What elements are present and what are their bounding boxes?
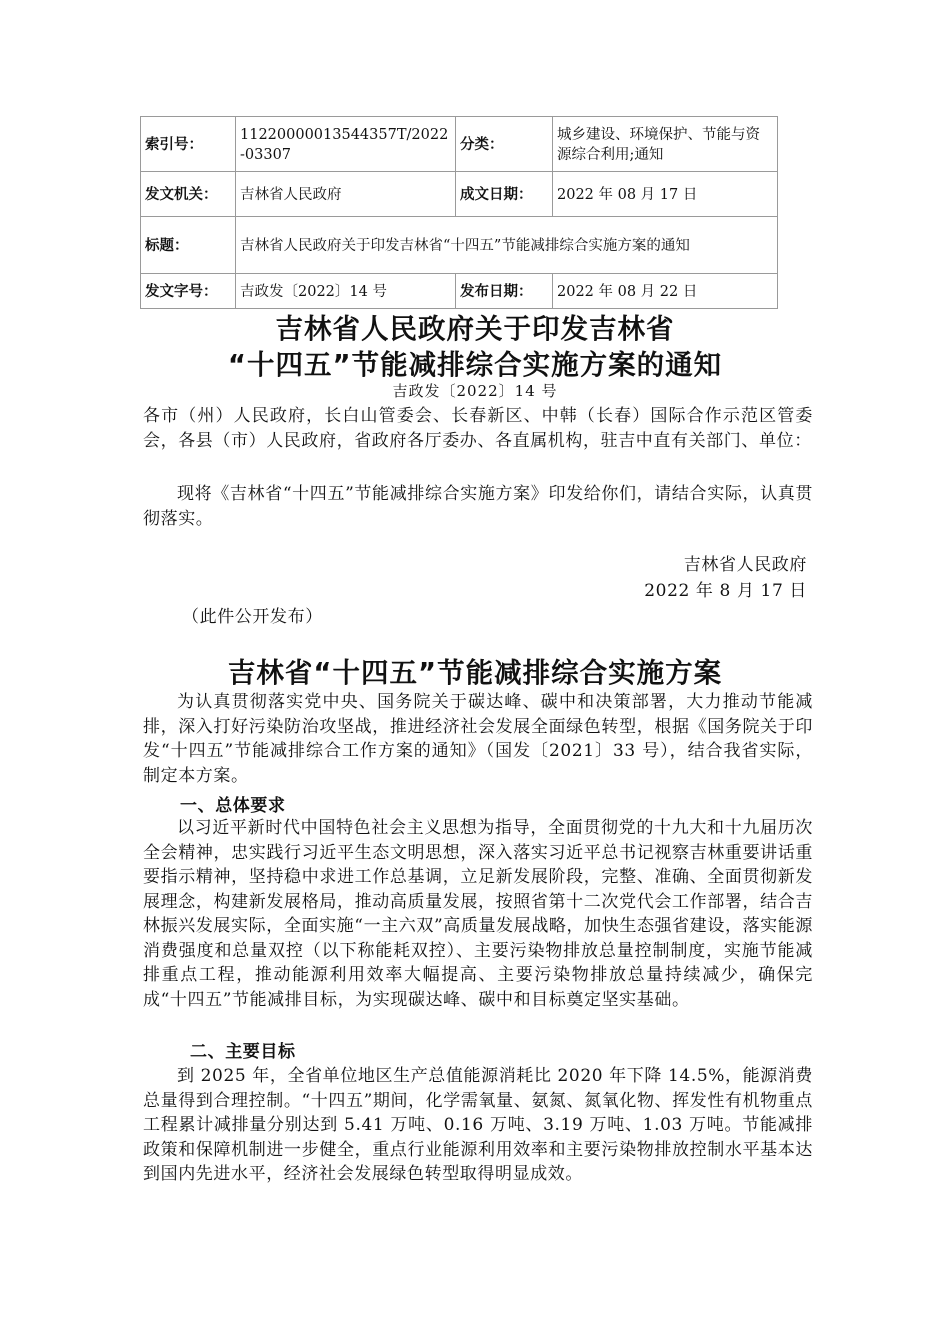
notice-publicity: （此件公开发布） [182, 607, 323, 627]
notice-addressees: 各市（州）人民政府，长白山管委会、长春新区、中韩（长春）国际合作示范区管委会，各县（市）人民政府，省政府各厅委办、各直属机构，驻吉中直有关部门、单位： [143, 406, 813, 451]
notice-date: 2022 年 8 月 17 日 [644, 581, 807, 601]
metadata-row [141, 117, 778, 172]
written-date-label: 成文日期： [456, 172, 553, 217]
category-label: 分类： [456, 117, 553, 172]
notice-title-line1: 吉林省人民政府关于印发吉林省 [275, 313, 675, 345]
title-value: 吉林省人民政府关于印发吉林省“十四五”节能减排综合实施方案的通知 [236, 217, 778, 274]
metadata-row [141, 217, 778, 274]
issuer-value: 吉林省人民政府 [236, 172, 456, 217]
notice-title-line2: “十四五”节能减排综合实施方案的通知 [227, 349, 723, 381]
notice-signer: 吉林省人民政府 [683, 555, 807, 575]
doc-no-value: 吉政发〔2022〕14 号 [236, 274, 456, 309]
section2-body: 到 2025 年，全省单位地区生产总值能源消耗比 2020 年下降 14.5%，能源消费总量得到合理控制。“十四五”期间，化学需氧量、氨氮、氮氧化物、挥发性有机物重点工程累计减排量分别达到 5.41 万吨、0.16 万吨、3.19 万吨、1.03 万吨。节能减排政策和保障机制进一步健全，重点行业能源利用效率和主要污染物排放控制水平基本达到国内先进水平，经济社会发展绿色转型取得明显成效。 [143, 1066, 813, 1184]
metadata-row [141, 172, 778, 217]
section1-heading: 一、总体要求 [180, 796, 286, 816]
metadata-table [140, 116, 778, 309]
section1-body: 以习近平新时代中国特色社会主义思想为指导，全面贯彻党的十九大和十九届历次全会精神，忠实践行习近平生态文明思想，深入落实习近平总书记视察吉林重要讲话重要指示精神，坚持稳中求进工作总基调，立足新发展阶段，完整、准确、全面贯彻新发展理念，构建新发展格局，推动高质量发展，按照省第十二次党代会工作部署，结合吉林振兴发展实际，全面实施“一主六双”高质量发展战略，加快生态强省建设，落实能源消费强度和总量双控（以下称能耗双控）、主要污染物排放总量控制制度，实施节能减排重点工程，推动能源利用效率大幅提高、主要污染物排放总量持续减少，确保完成“十四五”节能减排目标，为实现碳达峰、碳中和目标奠定坚实基础。 [143, 818, 813, 1010]
index-value: 11220000013544357T/2022-03307 [236, 117, 456, 172]
written-date-value: 2022 年 08 月 17 日 [553, 172, 778, 217]
category-value: 城乡建设、环境保护、节能与资源综合利用;通知 [553, 117, 778, 172]
publish-date-value: 2022 年 08 月 22 日 [553, 274, 778, 309]
issuer-label: 发文机关： [141, 172, 236, 217]
notice-body: 现将《吉林省“十四五”节能减排综合实施方案》印发给你们，请结合实际，认真贯彻落实。 [143, 484, 813, 529]
section2-heading: 二、主要目标 [190, 1042, 296, 1062]
plan-intro: 为认真贯彻落实党中央、国务院关于碳达峰、碳中和决策部署，大力推动节能减排，深入打好污染防治攻坚战，推进经济社会发展全面绿色转型，根据《国务院关于印发“十四五”节能减排综合工作方案的通知》（国发〔2021〕33 号），结合我省实际，制定本方案。 [143, 692, 813, 786]
metadata-row [141, 274, 778, 309]
publish-date-label: 发布日期： [456, 274, 553, 309]
notice-doc-number: 吉政发〔2022〕14 号 [392, 382, 558, 400]
doc-no-label: 发文字号： [141, 274, 236, 309]
title-label: 标题： [141, 217, 236, 274]
index-label: 索引号： [141, 117, 236, 172]
plan-title: 吉林省“十四五”节能减排综合实施方案 [227, 657, 723, 689]
